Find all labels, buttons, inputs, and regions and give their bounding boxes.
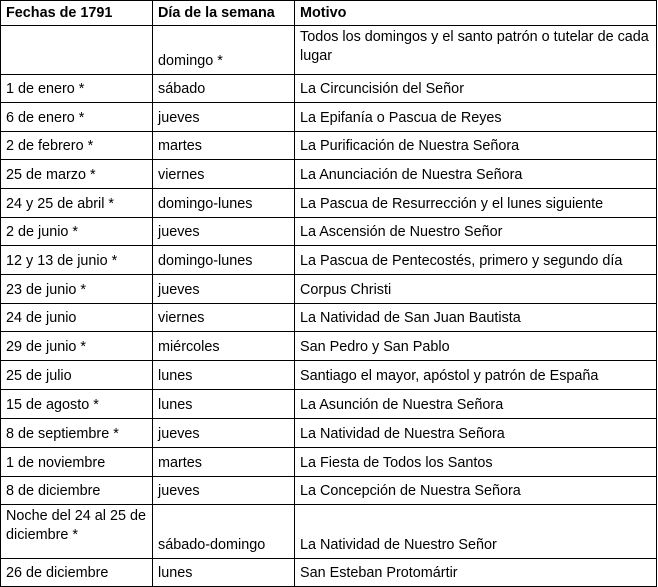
table-row [1,390,657,419]
cell-dia: domingo-lunes [153,189,295,218]
header-motivo: Motivo [295,1,657,26]
table-row [1,132,657,160]
cell-motivo: La Concepción de Nuestra Señora [295,477,657,505]
cell-motivo: La Circuncisión del Señor [295,75,657,103]
cell-dia: jueves [153,218,295,246]
cell-dia: lunes [153,361,295,390]
table-row [1,448,657,477]
cell-fecha: 25 de julio [1,361,153,390]
cell-fecha: 6 de enero * [1,103,153,132]
table-row [1,246,657,275]
cell-dia: jueves [153,419,295,448]
cell-dia: sábado [153,75,295,103]
cell-dia: lunes [153,559,295,587]
cell-fecha: 1 de enero * [1,75,153,103]
table-row [1,477,657,505]
cell-motivo: La Asunción de Nuestra Señora [295,390,657,419]
cell-dia: martes [153,448,295,477]
cell-motivo: La Pascua de Resurrección y el lunes siguiente [295,189,657,218]
cell-motivo: La Epifanía o Pascua de Reyes [295,103,657,132]
cell-motivo: San Esteban Protomártir [295,559,657,587]
cell-fecha: 29 de junio * [1,332,153,361]
cell-dia: domingo * [153,26,295,75]
cell-motivo: La Natividad de Nuestro Señor [295,505,657,559]
table-row [1,419,657,448]
cell-motivo: La Natividad de Nuestra Señora [295,419,657,448]
cell-fecha: 23 de junio * [1,275,153,304]
cell-fecha: 24 y 25 de abril * [1,189,153,218]
cell-motivo: San Pedro y San Pablo [295,332,657,361]
table-row [1,275,657,304]
cell-motivo: La Anunciación de Nuestra Señora [295,160,657,189]
cell-dia: lunes [153,390,295,419]
cell-dia: viernes [153,304,295,332]
table-row [1,559,657,587]
cell-dia: domingo-lunes [153,246,295,275]
cell-motivo: Todos los domingos y el santo patrón o tutelar de cada lugar [295,26,657,75]
cell-fecha: Noche del 24 al 25 de diciembre * [1,505,153,559]
cell-fecha: 8 de diciembre [1,477,153,505]
header-row [1,1,657,26]
table-row [1,505,657,559]
table-row [1,304,657,332]
header-dia: Día de la semana [153,1,295,26]
header-fecha: Fechas de 1791 [1,1,153,26]
table-row [1,160,657,189]
table-row [1,189,657,218]
cell-fecha: 12 y 13 de junio * [1,246,153,275]
table-row [1,26,657,75]
table-row [1,75,657,103]
cell-fecha: 8 de septiembre * [1,419,153,448]
cell-fecha: 24 de junio [1,304,153,332]
cell-dia: miércoles [153,332,295,361]
table-row [1,218,657,246]
cell-motivo: Santiago el mayor, apóstol y patrón de España [295,361,657,390]
table-row [1,332,657,361]
cell-motivo: La Purificación de Nuestra Señora [295,132,657,160]
table-row [1,103,657,132]
cell-dia: jueves [153,275,295,304]
cell-motivo: La Natividad de San Juan Bautista [295,304,657,332]
cell-dia: jueves [153,477,295,505]
cell-fecha: 2 de junio * [1,218,153,246]
cell-dia: sábado-domingo [153,505,295,559]
cell-motivo: Corpus Christi [295,275,657,304]
cell-fecha: 15 de agosto * [1,390,153,419]
cell-fecha: 1 de noviembre [1,448,153,477]
cell-dia: martes [153,132,295,160]
cell-fecha: 2 de febrero * [1,132,153,160]
cell-fecha: 25 de marzo * [1,160,153,189]
cell-dia: viernes [153,160,295,189]
cell-fecha: 26 de diciembre [1,559,153,587]
cell-motivo: La Pascua de Pentecostés, primero y segundo día [295,246,657,275]
cell-dia: jueves [153,103,295,132]
cell-fecha [1,26,153,75]
cell-motivo: La Fiesta de Todos los Santos [295,448,657,477]
cell-motivo: La Ascensión de Nuestro Señor [295,218,657,246]
table-row [1,361,657,390]
